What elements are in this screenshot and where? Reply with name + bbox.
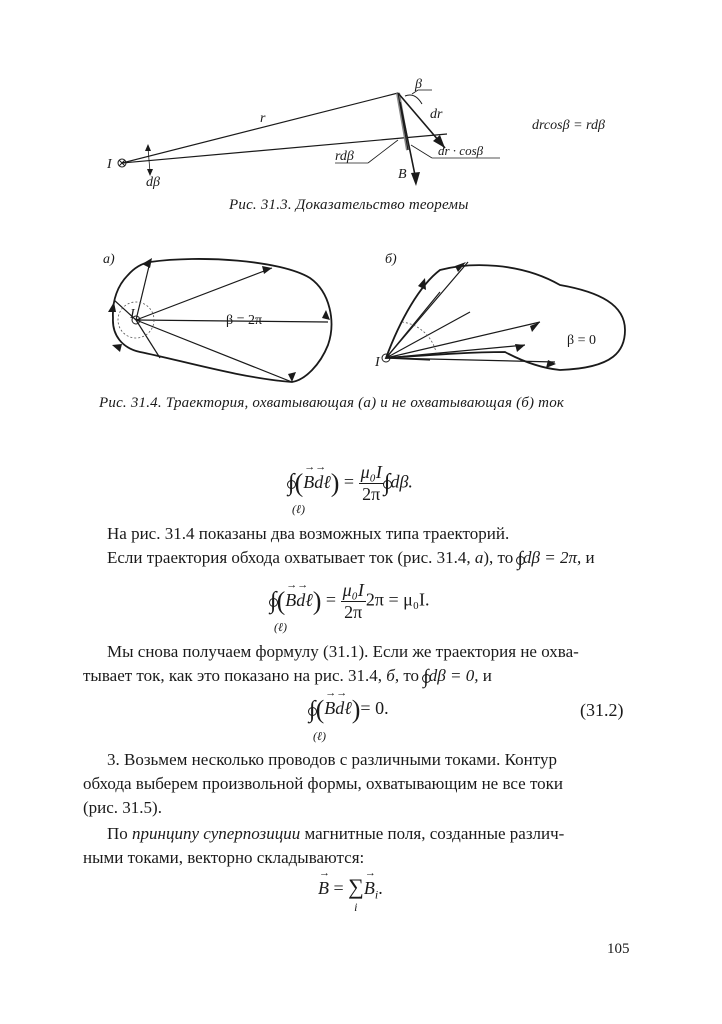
paragraph-1: На рис. 31.4 показаны два возможных типа траекторий.	[107, 524, 510, 543]
paragraph-2: Если траектория обхода охватывает ток (рис. 31.4, а), то ∫dβ = 2π, и	[107, 548, 595, 571]
contour-integral-icon: ∫	[270, 588, 277, 614]
equation-2: ∫(→ B→ dℓ) = $\frac{\text{μ₀I}}{2\pi}$ 2π = μ₀I. (ℓ)	[270, 580, 430, 623]
paragraph-5-line-2: ными токами, векторно складываются:	[83, 848, 365, 867]
paragraph-3-line-2: тывает ток, как это показано на рис. 31.4, б, то ∫dβ = 0, и	[83, 666, 492, 689]
fig2-panel-a-I: I	[130, 307, 135, 322]
contour-integral-icon: ∫	[309, 696, 316, 723]
fig1-dr-label: dr	[430, 107, 443, 122]
page-number: 105	[607, 941, 630, 957]
contour-integral-icon: ∫	[383, 470, 391, 496]
sum-symbol: ∑ i	[348, 874, 364, 914]
fig1-drcos-label: dr · cosβ	[438, 143, 484, 158]
paragraph-3-line-1: Мы снова получаем формулу (31.1). Если же траектория не охва-	[107, 642, 579, 661]
fig1-dbeta-label: dβ	[146, 175, 160, 190]
fig2-caption: Рис. 31.4. Траектория, охватывающая (а) и не охватывающая (б) ток	[99, 395, 565, 411]
contour-integral-icon: ∫	[517, 548, 523, 571]
paragraph-4-line-2: обхода выберем произвольной формы, охватывающим не все токи	[83, 774, 564, 793]
fig1-I-label: I	[107, 157, 112, 172]
fig1-r-label: r	[260, 111, 266, 126]
equation-3-number: (31.2)	[580, 700, 624, 720]
fig1-caption: Рис. 31.3. Доказательство теоремы	[229, 197, 469, 213]
equation-3: ∫(→ B→ dℓ)= 0. (ℓ)	[309, 695, 389, 725]
fig1-rdbeta-label: rdβ	[335, 149, 354, 164]
paragraph-4-line-3: (рис. 31.5).	[83, 798, 162, 817]
fig1-beta-label: β	[415, 77, 422, 92]
contour-integral-icon: ∫	[288, 470, 295, 496]
paragraph-4-line-1: 3. Возьмем несколько проводов с различными токами. Контур	[107, 750, 557, 769]
fig2-panel-a-beta: β = 2π	[226, 313, 263, 328]
fig2-panel-b-beta: β = 0	[567, 333, 597, 348]
equation-1: ∫(→ B→ dℓ) = $\frac{\text{μ₀I}}{2\pi}$ ∫dβ. (ℓ)	[288, 462, 413, 505]
fig1-side-formula: drcosβ = rdβ	[532, 118, 605, 133]
fig1-B-label: B	[398, 167, 407, 182]
figure-31-4	[0, 240, 722, 390]
fig2-panel-b-I: I	[375, 355, 380, 370]
contour-integral-icon: ∫	[423, 666, 429, 689]
paragraph-5-line-1: По принципу суперпозиции магнитные поля, созданные различ-	[107, 824, 565, 843]
fig2-panel-b-label: б)	[385, 252, 397, 267]
fig2-panel-a-label: а)	[103, 252, 115, 267]
equation-4: → B = ∑ i → $B_i$.	[318, 874, 383, 903]
